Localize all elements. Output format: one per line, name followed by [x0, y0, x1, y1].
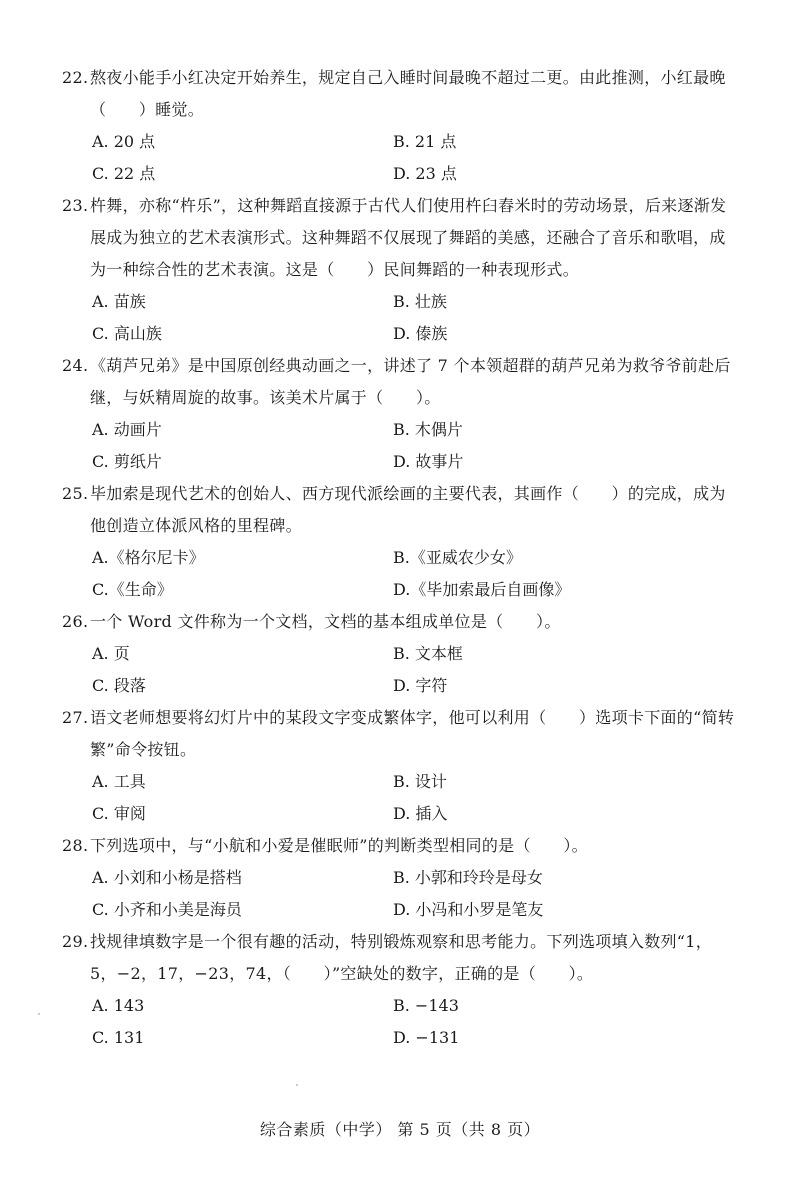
question-stem: [62, 606, 740, 638]
option-grid: [62, 638, 740, 702]
question-stem: [62, 190, 740, 286]
question-number: 27.: [62, 708, 89, 727]
option-a: A. 工具: [92, 772, 146, 791]
option-c: C. 审阅: [92, 804, 146, 823]
question-stem: [62, 478, 740, 542]
option-b: B.《亚威农少女》: [393, 548, 522, 567]
question-22: [62, 62, 740, 190]
scan-speck: [38, 1013, 40, 1015]
question-number: 26.: [62, 612, 89, 631]
option-a: A. 143: [92, 996, 145, 1015]
option-b: B. −143: [393, 996, 459, 1015]
question-stem: [62, 830, 740, 862]
option-c: C. 段落: [92, 676, 146, 695]
option-grid: [62, 862, 740, 926]
question-number: 25.: [62, 484, 89, 503]
question-text: 熬夜小能手小红决定开始养生，规定自己入睡时间最晚不超过二更。由此推测，小红最晚（ ）睡觉。: [90, 68, 726, 119]
option-b: B. 设计: [393, 772, 447, 791]
option-b: B. 21 点: [393, 132, 457, 151]
question-stem: [62, 926, 740, 990]
question-text: 毕加索是现代艺术的创始人、西方现代派绘画的主要代表，其画作（ ）的完成，成为他创造立体派风格的里程碑。: [90, 484, 726, 535]
question-list: [62, 62, 740, 1054]
option-grid: [62, 286, 740, 350]
question-text: 找规律填数字是一个很有趣的活动，特别锻炼观察和思考能力。下列选项填入数列“1，5，−2，17，−23，74，（ ）”空缺处的数字，正确的是（ ）。: [90, 932, 713, 983]
question-23: [62, 190, 740, 350]
question-stem: [62, 702, 740, 766]
option-d: D. 傣族: [393, 324, 448, 343]
question-27: [62, 702, 740, 830]
question-number: 24.: [62, 356, 89, 375]
option-b: B. 小郭和玲玲是母女: [393, 868, 543, 887]
question-number: 23.: [62, 196, 89, 215]
option-d: D. 小冯和小罗是笔友: [393, 900, 544, 919]
option-c: C. 小齐和小美是海员: [92, 900, 242, 919]
option-c: C. 剪纸片: [92, 452, 162, 471]
question-text: 《葫芦兄弟》是中国原创经典动画之一，讲述了 7 个本领超群的葫芦兄弟为救爷爷前赴后继，与妖精周旋的故事。该美术片属于（ ）。: [90, 356, 731, 407]
option-d: D. 字符: [393, 676, 448, 695]
option-c: C. 高山族: [92, 324, 162, 343]
option-grid: [62, 542, 740, 606]
question-stem: [62, 350, 740, 414]
option-c: C. 22 点: [92, 164, 156, 183]
option-grid: [62, 990, 740, 1054]
option-a: A. 苗族: [92, 292, 146, 311]
option-c: C. 131: [92, 1028, 145, 1047]
question-25: [62, 478, 740, 606]
option-d: D.《毕加索最后自画像》: [393, 580, 571, 599]
question-text: 下列选项中，与“小航和小爱是催眠师”的判断类型相同的是（ ）。: [90, 836, 588, 855]
option-a: A.《格尔尼卡》: [92, 548, 205, 567]
option-b: B. 文本框: [393, 644, 463, 663]
option-d: D. 插入: [393, 804, 448, 823]
question-28: [62, 830, 740, 926]
option-d: D. 故事片: [393, 452, 464, 471]
question-number: 29.: [62, 932, 89, 951]
question-24: [62, 350, 740, 478]
question-text: 杵舞，亦称“杵乐”，这种舞蹈直接源于古代人们使用杵臼舂米时的劳动场景，后来逐渐发展成为独立的艺术表演形式。这种舞蹈不仅展现了舞蹈的美感，还融合了音乐和歌唱，成为一种综合性的艺术表演。这是（ ）民间舞蹈的一种表现形式。: [90, 196, 727, 279]
question-text: 语文老师想要将幻灯片中的某段文字变成繁体字，他可以利用（ ）选项卡下面的“简转繁”命令按钮。: [90, 708, 735, 759]
question-26: [62, 606, 740, 702]
option-a: A. 小刘和小杨是搭档: [92, 868, 242, 887]
option-grid: [62, 126, 740, 190]
page-footer: 综合素质（中学） 第 5 页（共 8 页）: [259, 1120, 541, 1139]
question-number: 22.: [62, 68, 89, 87]
question-number: 28.: [62, 836, 89, 855]
question-29: [62, 926, 740, 1054]
question-stem: [62, 62, 740, 126]
option-b: B. 壮族: [393, 292, 447, 311]
option-d: D. 23 点: [393, 164, 457, 183]
option-grid: [62, 766, 740, 830]
option-c: C.《生命》: [92, 580, 173, 599]
option-a: A. 页: [92, 644, 130, 663]
option-a: A. 20 点: [92, 132, 156, 151]
option-a: A. 动画片: [92, 420, 162, 439]
option-d: D. −131: [393, 1028, 460, 1047]
question-text: 一个 Word 文件称为一个文档，文档的基本组成单位是（ ）。: [90, 612, 561, 631]
scan-speck: [296, 1084, 298, 1086]
option-grid: [62, 414, 740, 478]
option-b: B. 木偶片: [393, 420, 463, 439]
